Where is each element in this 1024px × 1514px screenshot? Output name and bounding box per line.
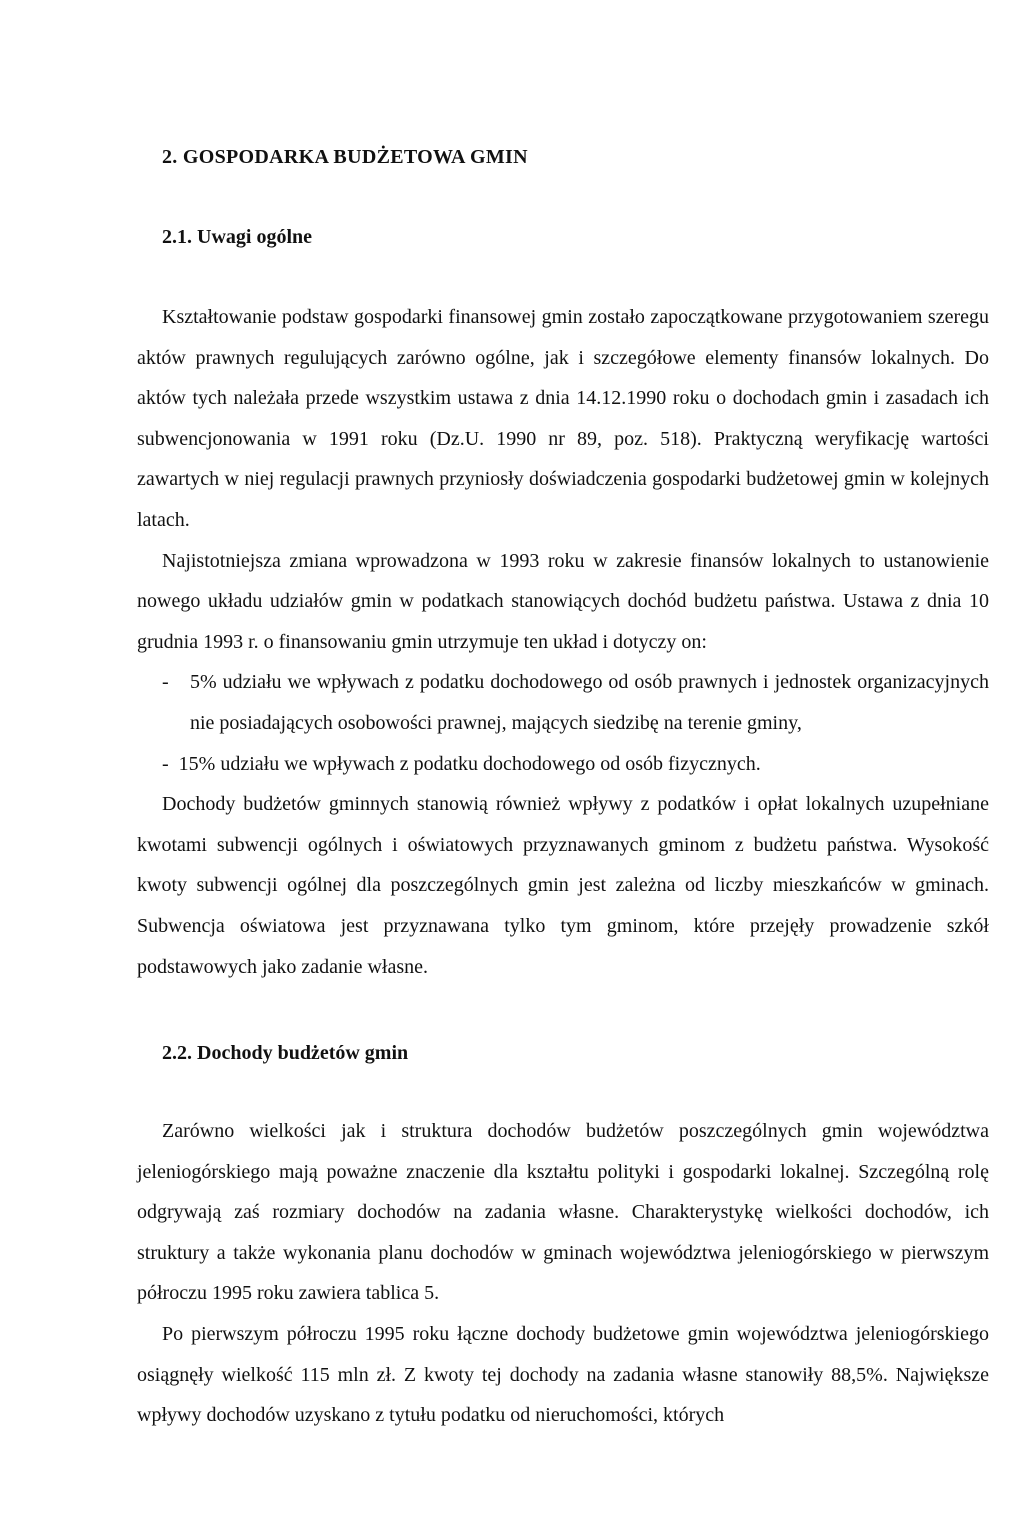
section-title: 2. GOSPODARKA BUDŻETOWA GMIN (162, 146, 528, 168)
paragraph: Dochody budżetów gminnych stanowią również wpływy z podatków i opłat lokalnych uzupełniane kwotami subwencji ogólnych i oświatowych przyznawanych gminom z budżetu państwa. Wysokość kwoty subwencji ogólnej dla poszczególnych gmin jest zależna od liczby mieszkańców w gminach. Subwencja oświatowa jest przyznawana tylko tym gminom, które przejęły prowadzenie szkół podstawowych jako zadanie własne. (137, 793, 989, 978)
general-remarks-body (137, 297, 989, 987)
subsection-title-general-remarks: 2.1. Uwagi ogólne (162, 226, 312, 248)
subsection-title-budget-revenues: 2.2. Dochody budżetów gmin (162, 1042, 409, 1064)
bullet-dash: - (162, 752, 169, 775)
paragraph: Najistotniejsza zmiana wprowadzona w 1993 roku w zakresie finansów lokalnych to ustanowienie nowego układu udziałów gmin w podatkach stanowiących dochód budżetu państwa. Ustawa z dnia 10 grudnia 1993 r. o finansowaniu gmin utrzymuje ten układ i dotyczy on: (137, 549, 989, 653)
bullet-dash: - (162, 671, 169, 694)
paragraph: Kształtowanie podstaw gospodarki finansowej gmin zostało zapoczątkowane przygotowaniem szeregu aktów prawnych regulujących zarówno ogólne, jak i szczegółowe elementy finansów lokalnych. Do aktów tych należała przede wszystkim ustawa z dnia 14.12.1990 roku o dochodach gmin i zasadach ich subwencjonowania w 1991 roku (Dz.U. 1990 nr 89, poz. 518). Praktyczną weryfikację wartości zawartych w niej regulacji prawnych przyniosły doświadczenia gospodarki budżetowej gmin w kolejnych latach. (137, 306, 989, 531)
paragraph: Zarówno wielkości jak i struktura dochodów budżetów poszczególnych gmin województwa jeleniogórskiego mają poważne znaczenie dla kształtu polityki i gospodarki lokalnej. Szczególną rolę odgrywają zaś rozmiary dochodów na zadania własne. Charakterystykę wielkości dochodów, ich struktury a także wykonania planu dochodów w gminach województwa jeleniogórskiego w pierwszym półroczu 1995 roku zawiera tablica 5. (137, 1120, 989, 1305)
bullet-item (137, 662, 989, 743)
bullet-item (137, 744, 989, 785)
budget-revenues-body (137, 1111, 989, 1436)
paragraph: Po pierwszym półroczu 1995 roku łączne dochody budżetowe gmin województwa jeleniogórskiego osiągnęły wielkość 115 mln zł. Z kwoty tej dochody na zadania własne stanowiły 88,5%. Największe wpływy dochodów uzyskano z tytułu podatku od nieruchomości, których (137, 1322, 989, 1427)
bullet-text: 15% udziału we wpływach z podatku dochodowego od osób fizycznych. (178, 752, 761, 775)
bullet-text: 5% udziału we wpływach z podatku dochodowego od osób prawnych i jednostek organizacyjnych nie posiadających osobowości prawnej, mających siedzibę na terenie gminy, (190, 671, 989, 734)
